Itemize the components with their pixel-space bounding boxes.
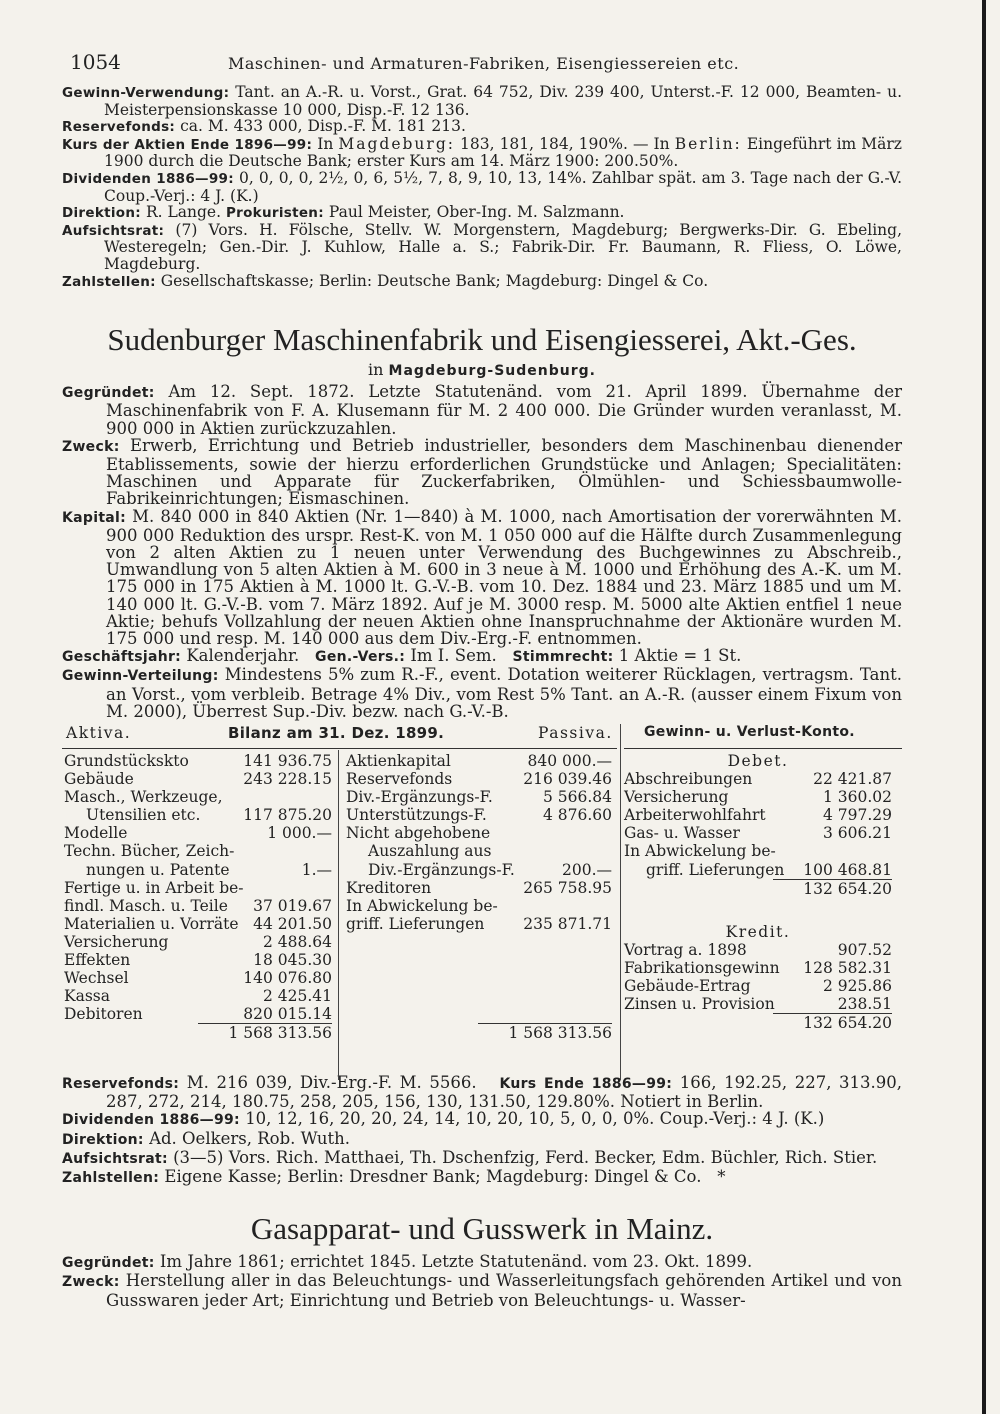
sudenburg-after xyxy=(62,1074,902,1187)
balance-row xyxy=(624,959,892,977)
balance-header xyxy=(62,724,902,746)
sud-direktion: Direktion: Ad. Oelkers, Rob. Wuth. xyxy=(62,1128,351,1148)
row-label: Reservefonds xyxy=(346,770,453,789)
row-amount: 216 039.46 xyxy=(523,770,612,789)
balance-row xyxy=(624,995,892,1013)
sud-zahlstellen: Zahlstellen: Eigene Kasse; Berlin: Dresdner Bank; Magdeburg: Dingel & Co. * xyxy=(62,1167,726,1186)
row-label: Aktienkapital xyxy=(346,751,451,770)
balance-row xyxy=(64,824,332,842)
row-amount: 907.52 xyxy=(837,940,892,959)
row-label: In Abwickelung be- xyxy=(346,896,498,915)
balance-row xyxy=(624,770,892,788)
balance-row xyxy=(64,897,332,915)
row-amount: 243 228.15 xyxy=(243,770,332,789)
row-label: Zinsen u. Provision xyxy=(624,995,775,1014)
balance-row xyxy=(624,941,892,959)
row-amount: 238.51 xyxy=(837,995,892,1014)
section-label: Debet. xyxy=(727,751,789,770)
balance-row xyxy=(64,861,332,879)
row-label: Unterstützungs-F. xyxy=(346,806,487,825)
prev-kurs: Kurs der Aktien Ende 1896—99: In Magdeburg: 183, 181, 184, 190%. — In Berlin: Eingeführt im März 1900 durch die Deutsche Bank; erster Kurs am 14. März 1900: 200.50%. xyxy=(62,134,902,171)
sud-dividenden: Dividenden 1886—99: 10, 12, 16, 20, 20, 24, 14, 10, 20, 10, 5, 0, 0, 0%. Coup.-Verj.: 4 J. (K.) xyxy=(62,1109,825,1129)
row-label: Effekten xyxy=(64,951,131,970)
balance-row xyxy=(346,752,612,770)
balance-row xyxy=(624,806,892,824)
previous-entry xyxy=(62,84,902,290)
balance-row xyxy=(624,861,892,879)
row-label: Kassa xyxy=(64,987,110,1006)
row-amount: 4 876.60 xyxy=(542,806,612,825)
row-label: Grundstückskto xyxy=(64,751,189,770)
balance-row xyxy=(64,969,332,987)
sud-kapital: Kapital: M. 840 000 in 840 Aktien (Nr. 1—840) à M. 1000, nach Amortisation der vorerwähnten M. 900 000 Reduktion des urspr. Rest-K. von M. 1 050 000 auf die Hälfte durch Zusammenlegung von 2 alten Aktien zu 1 neuen unter Verwendung des Buchgewinnes zu Abschreib., Umwandlung von 5 alten Aktien à M. 600 in 3 neue à M. 1000 und Erhöhung des A.-K. um M. 175 000 in 175 Aktien à M. 1000 lt. G.-V.-B. vom 10. Dez. 1884 und 23. März 1885 und um M. 140 000 lt. G.-V.-B. vom 7. März 1892. Auf je M. 3000 resp. M. 5000 alte Aktien entfiel 1 neue Aktie; behufs Vollzahlung der neuen Aktien ohne Inanspruchnahme der Aktionäre wurden M. 175 000 und resp. M. 140 000 aus dem Div.-Erg.-F. entnommen. xyxy=(62,506,903,648)
aktiva-label: Aktiva. xyxy=(66,723,132,742)
gv-top-rule xyxy=(624,748,902,749)
row-label: Fabrikationsgewinn xyxy=(624,958,780,977)
row-label: Fertige u. in Arbeit be- xyxy=(64,878,244,897)
balance-row xyxy=(624,977,892,995)
row-label: Utensilien etc. xyxy=(86,806,201,825)
row-amount: 200.— xyxy=(561,860,612,879)
row-label: Kreditoren xyxy=(346,878,432,897)
prev-dividenden: Dividenden 1886—99: 0, 0, 0, 0, 2½, 0, 6, 5½, 7, 8, 9, 10, 13, 14%. Zahlbar spät. am 3. Tage nach der G.-V. Coup.-Verj.: 4 J. (K.) xyxy=(62,168,903,205)
row-amount: 128 582.31 xyxy=(803,958,892,977)
mainz-gegruendet: Gegründet: Im Jahre 1861; errichtet 1845. Letzte Statutenänd. vom 23. Okt. 1899. xyxy=(62,1252,753,1272)
balance-row xyxy=(346,879,612,897)
row-amount: 100 468.81 xyxy=(803,860,892,879)
row-label: nungen u. Patente xyxy=(86,860,230,879)
balance-sheet xyxy=(62,724,902,1074)
company-title-sudenburg: Sudenburger Maschinenfabrik und Eisengiesserei, Akt.-Ges. xyxy=(107,322,857,358)
row-label: Materialien u. Vorräte xyxy=(64,914,239,933)
balance-row xyxy=(346,842,612,860)
balance-row xyxy=(64,752,332,770)
balance-row xyxy=(624,842,892,860)
mainz-zweck: Zweck: Herstellung aller in das Beleuchtungs- und Wasserleitungsfach gehörenden Artikel und von Gusswaren jeder Art; Einrichtung und Betrieb von Beleuchtungs- u. Wasser- xyxy=(62,1271,902,1310)
balance-total xyxy=(624,1013,892,1031)
row-label: Wechsel xyxy=(64,969,129,988)
passiva-label: Passiva. xyxy=(538,723,613,742)
balance-row xyxy=(64,933,332,951)
row-amount: 18 045.30 xyxy=(253,951,332,970)
col-divider-1 xyxy=(338,750,339,1080)
gv-column xyxy=(624,752,892,1031)
sud-geschaeftsjahr: Geschäftsjahr: Kalenderjahr. Gen.-Vers.: Im I. Sem. Stimmrecht: 1 Aktie = 1 St. xyxy=(62,646,742,666)
row-label: Div.-Ergänzungs-F. xyxy=(346,788,493,807)
document-page xyxy=(62,40,902,1380)
page-edge-shadow xyxy=(982,0,986,1414)
aktiva-column xyxy=(64,752,332,1042)
prev-gewinn-verwendung: Gewinn-Verwendung: Tant. an A.-R. u. Vorst., Grat. 64 752, Div. 239 400, Unterst.-F. 12 000, Beamten- u. Meisterpensionskasse 10 000, Disp.-F. 12 136. xyxy=(62,83,902,119)
balance-row xyxy=(346,897,612,915)
row-amount: 37 019.67 xyxy=(253,896,332,915)
sud-reserve-kurs: Reservefonds: M. 216 039, Div.-Erg.-F. M. 5566. Kurs Ende 1886—99: 166, 192.25, 227, 313.90, 287, 272, 214, 180.75, 258, 205, 156, 130, 131.50, 129.80%. Notiert in Berlin. xyxy=(62,1072,903,1112)
row-amount: 117 875.20 xyxy=(243,806,332,825)
total-amount: 132 654.20 xyxy=(773,1013,892,1032)
row-label: Versicherung xyxy=(64,932,169,951)
gv-title: Gewinn- u. Verlust-Konto. xyxy=(644,723,855,740)
row-amount: 22 421.87 xyxy=(813,770,892,789)
balance-row xyxy=(346,861,612,879)
row-amount: 1 000.— xyxy=(267,824,332,843)
row-label: Vortrag a. 1898 xyxy=(624,940,747,959)
balance-row xyxy=(64,842,332,860)
row-label: Versicherung xyxy=(624,788,729,807)
page-number: 1054 xyxy=(70,50,121,74)
balance-row xyxy=(64,788,332,806)
row-amount: 820 015.14 xyxy=(243,1005,332,1024)
col-divider-2 xyxy=(620,724,621,1080)
row-amount: 44 201.50 xyxy=(253,914,332,933)
row-amount: 3 606.21 xyxy=(822,824,892,843)
row-amount: 4 797.29 xyxy=(822,806,892,825)
balance-row xyxy=(64,951,332,969)
spacer xyxy=(624,897,892,923)
page-header xyxy=(62,40,902,74)
row-label: Techn. Bücher, Zeich- xyxy=(64,842,235,861)
row-amount: 1 360.02 xyxy=(822,788,892,807)
balance-row xyxy=(624,788,892,806)
sud-aufsichtsrat: Aufsichtsrat: (3—5) Vors. Rich. Matthaei, Th. Dschenfzig, Ferd. Becker, Edm. Büchler, Rich. Stier. xyxy=(62,1147,878,1167)
total-amount: 1 568 313.56 xyxy=(198,1023,332,1042)
row-amount: 840 000.— xyxy=(527,751,612,770)
row-label: Arbeiterwohlfahrt xyxy=(624,806,766,825)
company-title-mainz: Gasapparat- und Gusswerk in Mainz. xyxy=(250,1211,714,1247)
total-amount: 132 654.20 xyxy=(773,879,892,898)
row-label: griff. Lieferungen xyxy=(646,860,785,879)
running-title: Maschinen- und Armaturen-Fabriken, Eisengiessereien etc. xyxy=(228,54,740,73)
row-amount: 1.— xyxy=(301,860,332,879)
balance-total xyxy=(64,1023,332,1041)
sud-zweck: Zweck: Erwerb, Errichtung und Betrieb industrieller, besonders dem Maschinenbau dienender Etablissements, sowie der hierzu erforderlichen Grundstücke und Anlagen; Specialitäten: Maschinen und Apparate für Zuckerfabriken, Ölmühlen- und Schiessbaumwolle-Fabrikeinrichtungen; Eismaschinen. xyxy=(62,435,902,509)
row-label: griff. Lieferungen xyxy=(346,914,485,933)
sud-gegruendet: Gegründet: Am 12. Sept. 1872. Letzte Statutenänd. vom 21. April 1899. Übernahme der Maschinenfabrik von F. A. Klusemann für M. 2 400 000. Die Gründer wurden veranlasst, M. 900 000 in Aktien zurückzuzahlen. xyxy=(62,382,902,438)
balance-top-rule xyxy=(62,748,617,749)
mainz-entry xyxy=(62,1253,902,1309)
prev-aufsichtsrat: Aufsichtsrat: (7) Vors. H. Fölsche, Stellv. W. Morgenstern, Magdeburg; Bergwerks-Dir. G. Ebeling, Westeregeln; Gen.-Dir. J. Kuhlow, Halle a. S.; Fabrik-Dir. Fr. Baumann, R. Fliess, O. Löwe, Magdeburg. xyxy=(62,220,902,273)
balance-row xyxy=(64,915,332,933)
prev-zahlstellen: Zahlstellen: Gesellschaftskasse; Berlin: Deutsche Bank; Magdeburg: Dingel & Co. xyxy=(62,271,709,290)
balance-row xyxy=(346,788,612,806)
sud-gewinn-verteilung: Gewinn-Verteilung: Mindestens 5% zum R.-F., event. Dotation weiterer Rücklagen, vertragsm. Tant. an Vorst., vom verbleib. Betrage 4% Div., vom Rest 5% Tant. an A.-R. (ausser einem Fixum von M. 2000), Überrest Sup.-Div. bezw. nach G.-V.-B. xyxy=(62,665,902,721)
row-label: Gebäude-Ertrag xyxy=(624,977,751,996)
row-amount: 5 566.84 xyxy=(542,788,612,807)
balance-row xyxy=(624,824,892,842)
row-label: Div.-Ergänzungs-F. xyxy=(368,860,515,879)
row-amount: 235 871.71 xyxy=(523,914,612,933)
row-amount: 140 076.80 xyxy=(243,969,332,988)
row-label: In Abwickelung be- xyxy=(624,842,776,861)
row-label: Gas- u. Wasser xyxy=(624,824,740,843)
balance-row xyxy=(346,806,612,824)
row-label: findl. Masch. u. Teile xyxy=(64,896,228,915)
sudenburg-entry xyxy=(62,383,902,720)
balance-total xyxy=(346,1023,612,1041)
row-label: Masch., Werkzeuge, xyxy=(64,788,223,807)
total-amount: 1 568 313.56 xyxy=(478,1023,612,1042)
company-location: in Magdeburg-Sudenburg. xyxy=(368,360,596,380)
balance-row xyxy=(64,1005,332,1023)
balance-row xyxy=(64,879,332,897)
section-label: Kredit. xyxy=(725,922,791,941)
prev-reservefonds: Reservefonds: ca. M. 433 000, Disp.-F. M. 181 213. xyxy=(62,117,466,136)
row-amount: 141 936.75 xyxy=(243,751,332,770)
row-amount: 2 925.86 xyxy=(822,977,892,996)
balance-row xyxy=(64,770,332,788)
balance-row xyxy=(346,915,612,933)
balance-row xyxy=(346,824,612,842)
passiva-column xyxy=(346,752,612,1042)
balance-row xyxy=(64,987,332,1005)
row-label: Abschreibungen xyxy=(624,770,753,789)
row-amount: 2 488.64 xyxy=(262,932,332,951)
row-label: Gebäude xyxy=(64,770,134,789)
balance-row xyxy=(64,806,332,824)
balance-row xyxy=(346,770,612,788)
row-label: Modelle xyxy=(64,824,128,843)
prev-direktion: Direktion: R. Lange. Prokuristen: Paul Meister, Ober-Ing. M. Salzmann. xyxy=(62,203,625,222)
row-amount: 265 758.95 xyxy=(523,878,612,897)
row-label: Nicht abgehobene xyxy=(346,824,491,843)
row-label: Auszahlung aus xyxy=(368,842,492,861)
row-amount: 2 425.41 xyxy=(262,987,332,1006)
balance-title: Bilanz am 31. Dez. 1899. xyxy=(228,723,445,742)
balance-total xyxy=(624,879,892,897)
row-label: Debitoren xyxy=(64,1005,143,1024)
